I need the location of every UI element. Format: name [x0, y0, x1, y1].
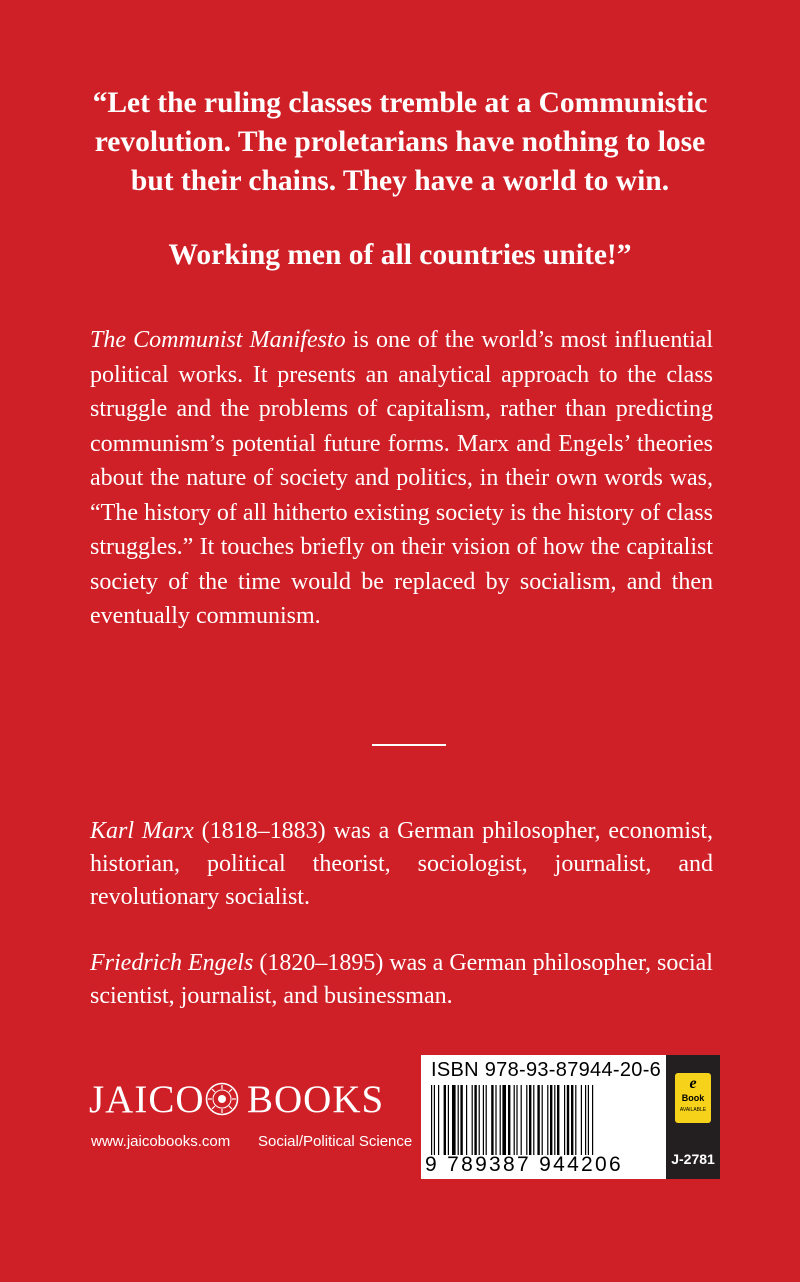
author-bio-marx	[90, 815, 713, 914]
book-description	[90, 323, 713, 634]
isbn-barcode-block	[421, 1055, 666, 1179]
quote-line: but their chains. They have a world to win.	[130, 165, 670, 197]
author-name: Karl Marx	[90, 818, 194, 844]
book-title-italic: The Communist Manifesto	[90, 327, 346, 353]
author-name: Friedrich Engels	[90, 950, 254, 976]
publisher-logo	[89, 1078, 409, 1138]
barcode-icon	[431, 1085, 651, 1155]
publisher-name-right: BOOKS	[247, 1078, 385, 1121]
ebook-badge-available: AVAILABLE	[679, 1107, 707, 1113]
quote-closing	[70, 236, 730, 275]
barcode-digits: 9 789387 944206	[425, 1153, 623, 1176]
book-category: Social/Political Science	[258, 1133, 413, 1150]
quote-closing-line: Working men of all countries unite!”	[168, 239, 632, 271]
quote-line: “Let the ruling classes tremble at a Communistic	[92, 87, 708, 119]
author-bio-engels	[90, 947, 713, 1013]
divider-rule	[372, 744, 446, 746]
author-bio-text: (1818–1883) was a German philosopher, economist, historian, political theorist, sociologist, journalist, and revolutionary socialist.	[90, 818, 714, 910]
author-bio-paragraph	[90, 947, 713, 1013]
catalog-code: J-2781	[671, 1151, 715, 1167]
ebook-badge-word: Book	[681, 1093, 705, 1103]
author-bio-text: (1820–1895) was a German philosopher, social scientist, journalist, and businessman.	[90, 950, 713, 1009]
description-paragraph	[90, 323, 713, 634]
author-bio-paragraph	[90, 815, 713, 914]
ebook-available-badge	[675, 1073, 711, 1123]
quote-line: revolution. The proletarians have nothing to lose	[94, 126, 706, 158]
publisher-website: www.jaicobooks.com	[91, 1133, 231, 1150]
ebook-badge-letter: e	[689, 1075, 697, 1092]
publisher-name-left: JAICO	[89, 1078, 205, 1121]
sun-emblem-icon	[205, 1082, 239, 1116]
quote-block	[70, 84, 730, 201]
barcode-side-panel	[666, 1055, 720, 1179]
isbn-label: ISBN 978-93-87944-20-6	[431, 1059, 662, 1081]
description-text: is one of the world’s most influential political works. It presents an analytical approach to the class struggle and the problems of capitalism, rather than predicting communism’s potential future forms. Marx and Engels’ theories about the nature of society and politics, in their own words was, “The history of all hitherto existing society is the history of class struggles.” It touches briefly on their vision of how the capitalist society of the time would be replaced by socialism, and then eventually communism.	[90, 327, 713, 629]
